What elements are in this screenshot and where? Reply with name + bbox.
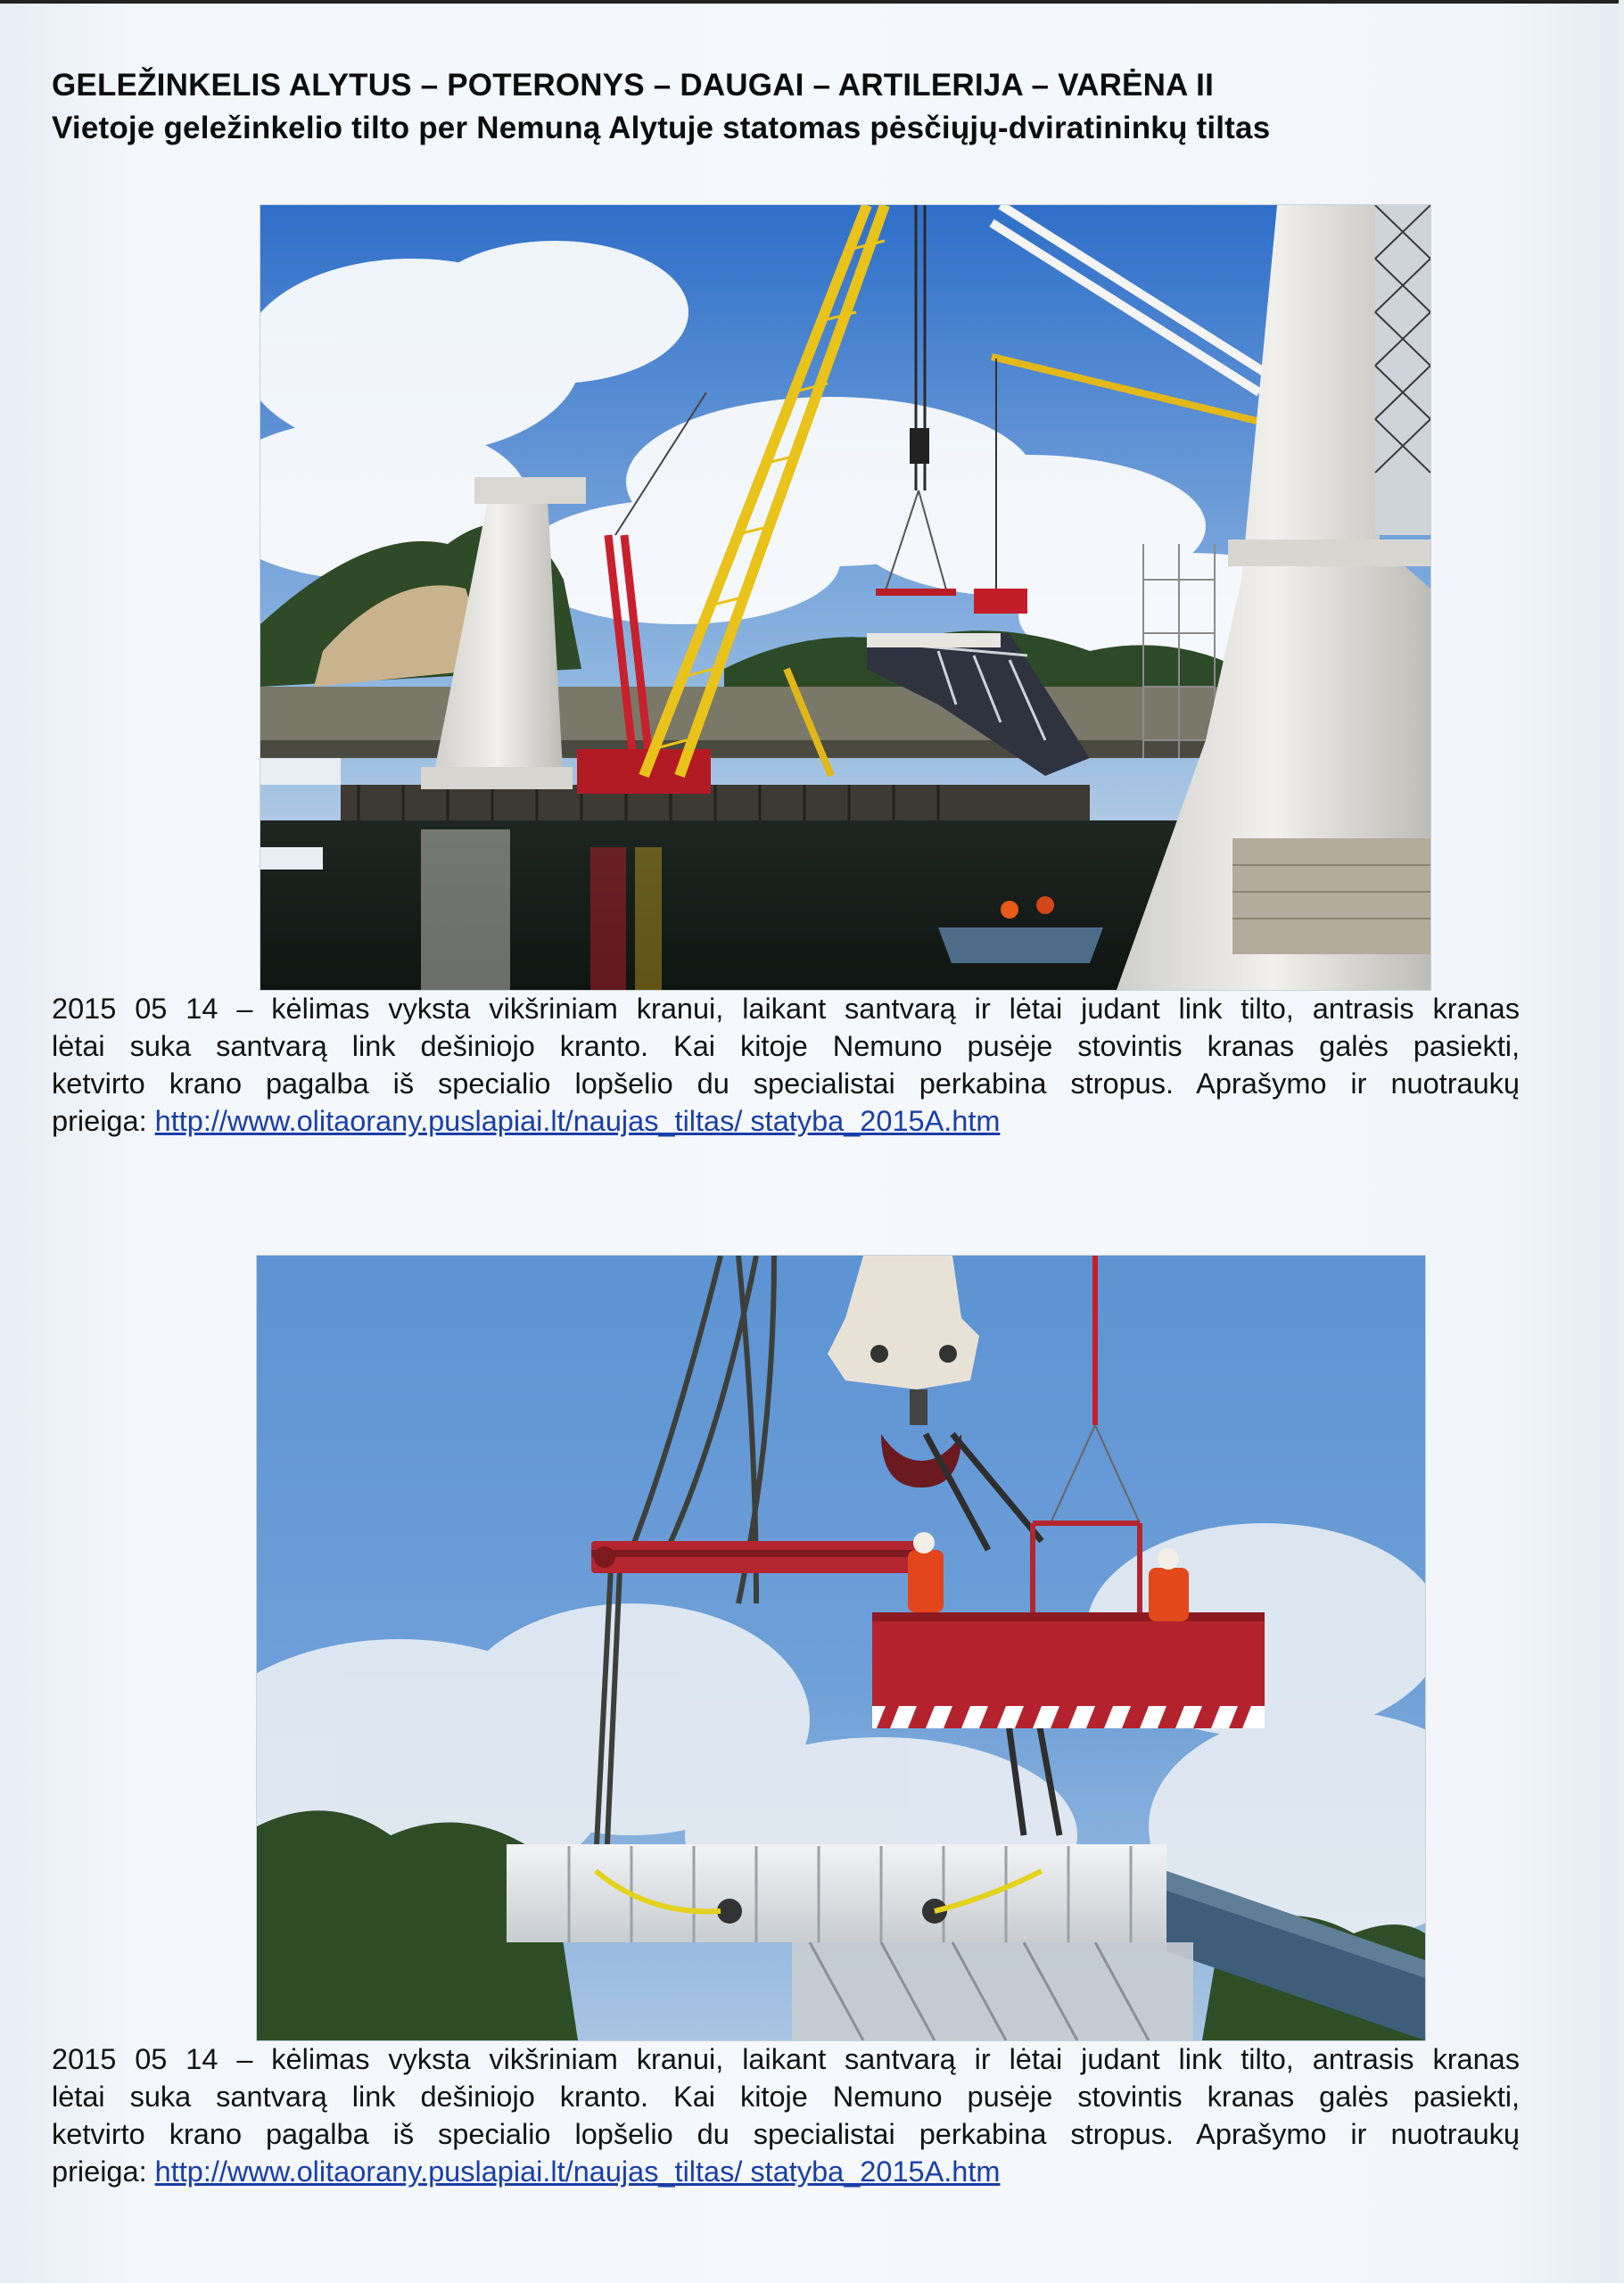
- caption-line: 2015 05 14 – kėlimas vyksta vikšriniam kranui, laikant santvarą ir lėtai judant link tilto, antrasis kranas: [52, 2043, 1520, 2075]
- caption-prefix: prieiga:: [52, 1105, 155, 1137]
- photo-1-caption: [52, 990, 1520, 1140]
- caption-line: [52, 1102, 1520, 1140]
- caption-line: lėtai suka santvarą link dešiniojo kranto. Kai kitoje Nemuno pusėje stovintis kranas galės pasiekti,: [52, 1030, 1520, 1062]
- caption-line: [52, 2153, 1520, 2190]
- photo-1-illustration: [260, 205, 1430, 990]
- caption-line: ketvirto krano pagalba iš specialio lopšelio du specialistai perkabina stropus. Aprašymo ir nuotraukų: [52, 2118, 1520, 2150]
- caption-line: 2015 05 14 – kėlimas vyksta vikšriniam kranui, laikant santvarą ir lėtai judant link tilto, antrasis kranas: [52, 993, 1520, 1025]
- page-title: GELEŽINKELIS ALYTUS – POTERONYS – DAUGAI – ARTILERIJA – VARĖNA II: [52, 68, 1215, 103]
- caption-line: lėtai suka santvarą link dešiniojo kranto. Kai kitoje Nemuno pusėje stovintis kranas galės pasiekti,: [52, 2081, 1520, 2113]
- crane-lift-overview-photo: [260, 205, 1430, 990]
- truss-lift-closeup-photo: [257, 1256, 1425, 2040]
- caption-line: ketvirto krano pagalba iš specialio lopšelio du specialistai perkabina stropus. Aprašymo ir nuotraukų: [52, 1067, 1520, 1100]
- source-link[interactable]: http://www.olitaorany.puslapiai.lt/naujas_tiltas/ statyba_2015A.htm: [154, 1105, 1001, 1137]
- scan-top-edge: [0, 0, 1624, 4]
- scan-right-edge: [1619, 0, 1624, 2283]
- caption-prefix: prieiga:: [52, 2155, 155, 2188]
- photo-2-illustration: [257, 1256, 1425, 2040]
- source-link[interactable]: http://www.olitaorany.puslapiai.lt/naujas_tiltas/ statyba_2015A.htm: [154, 2155, 1001, 2188]
- page-subtitle: Vietoje geležinkelio tilto per Nemuną Alytuje statomas pėsčiųjų-dviratininkų tiltas: [52, 111, 1271, 145]
- photo-2-caption: [52, 2040, 1520, 2190]
